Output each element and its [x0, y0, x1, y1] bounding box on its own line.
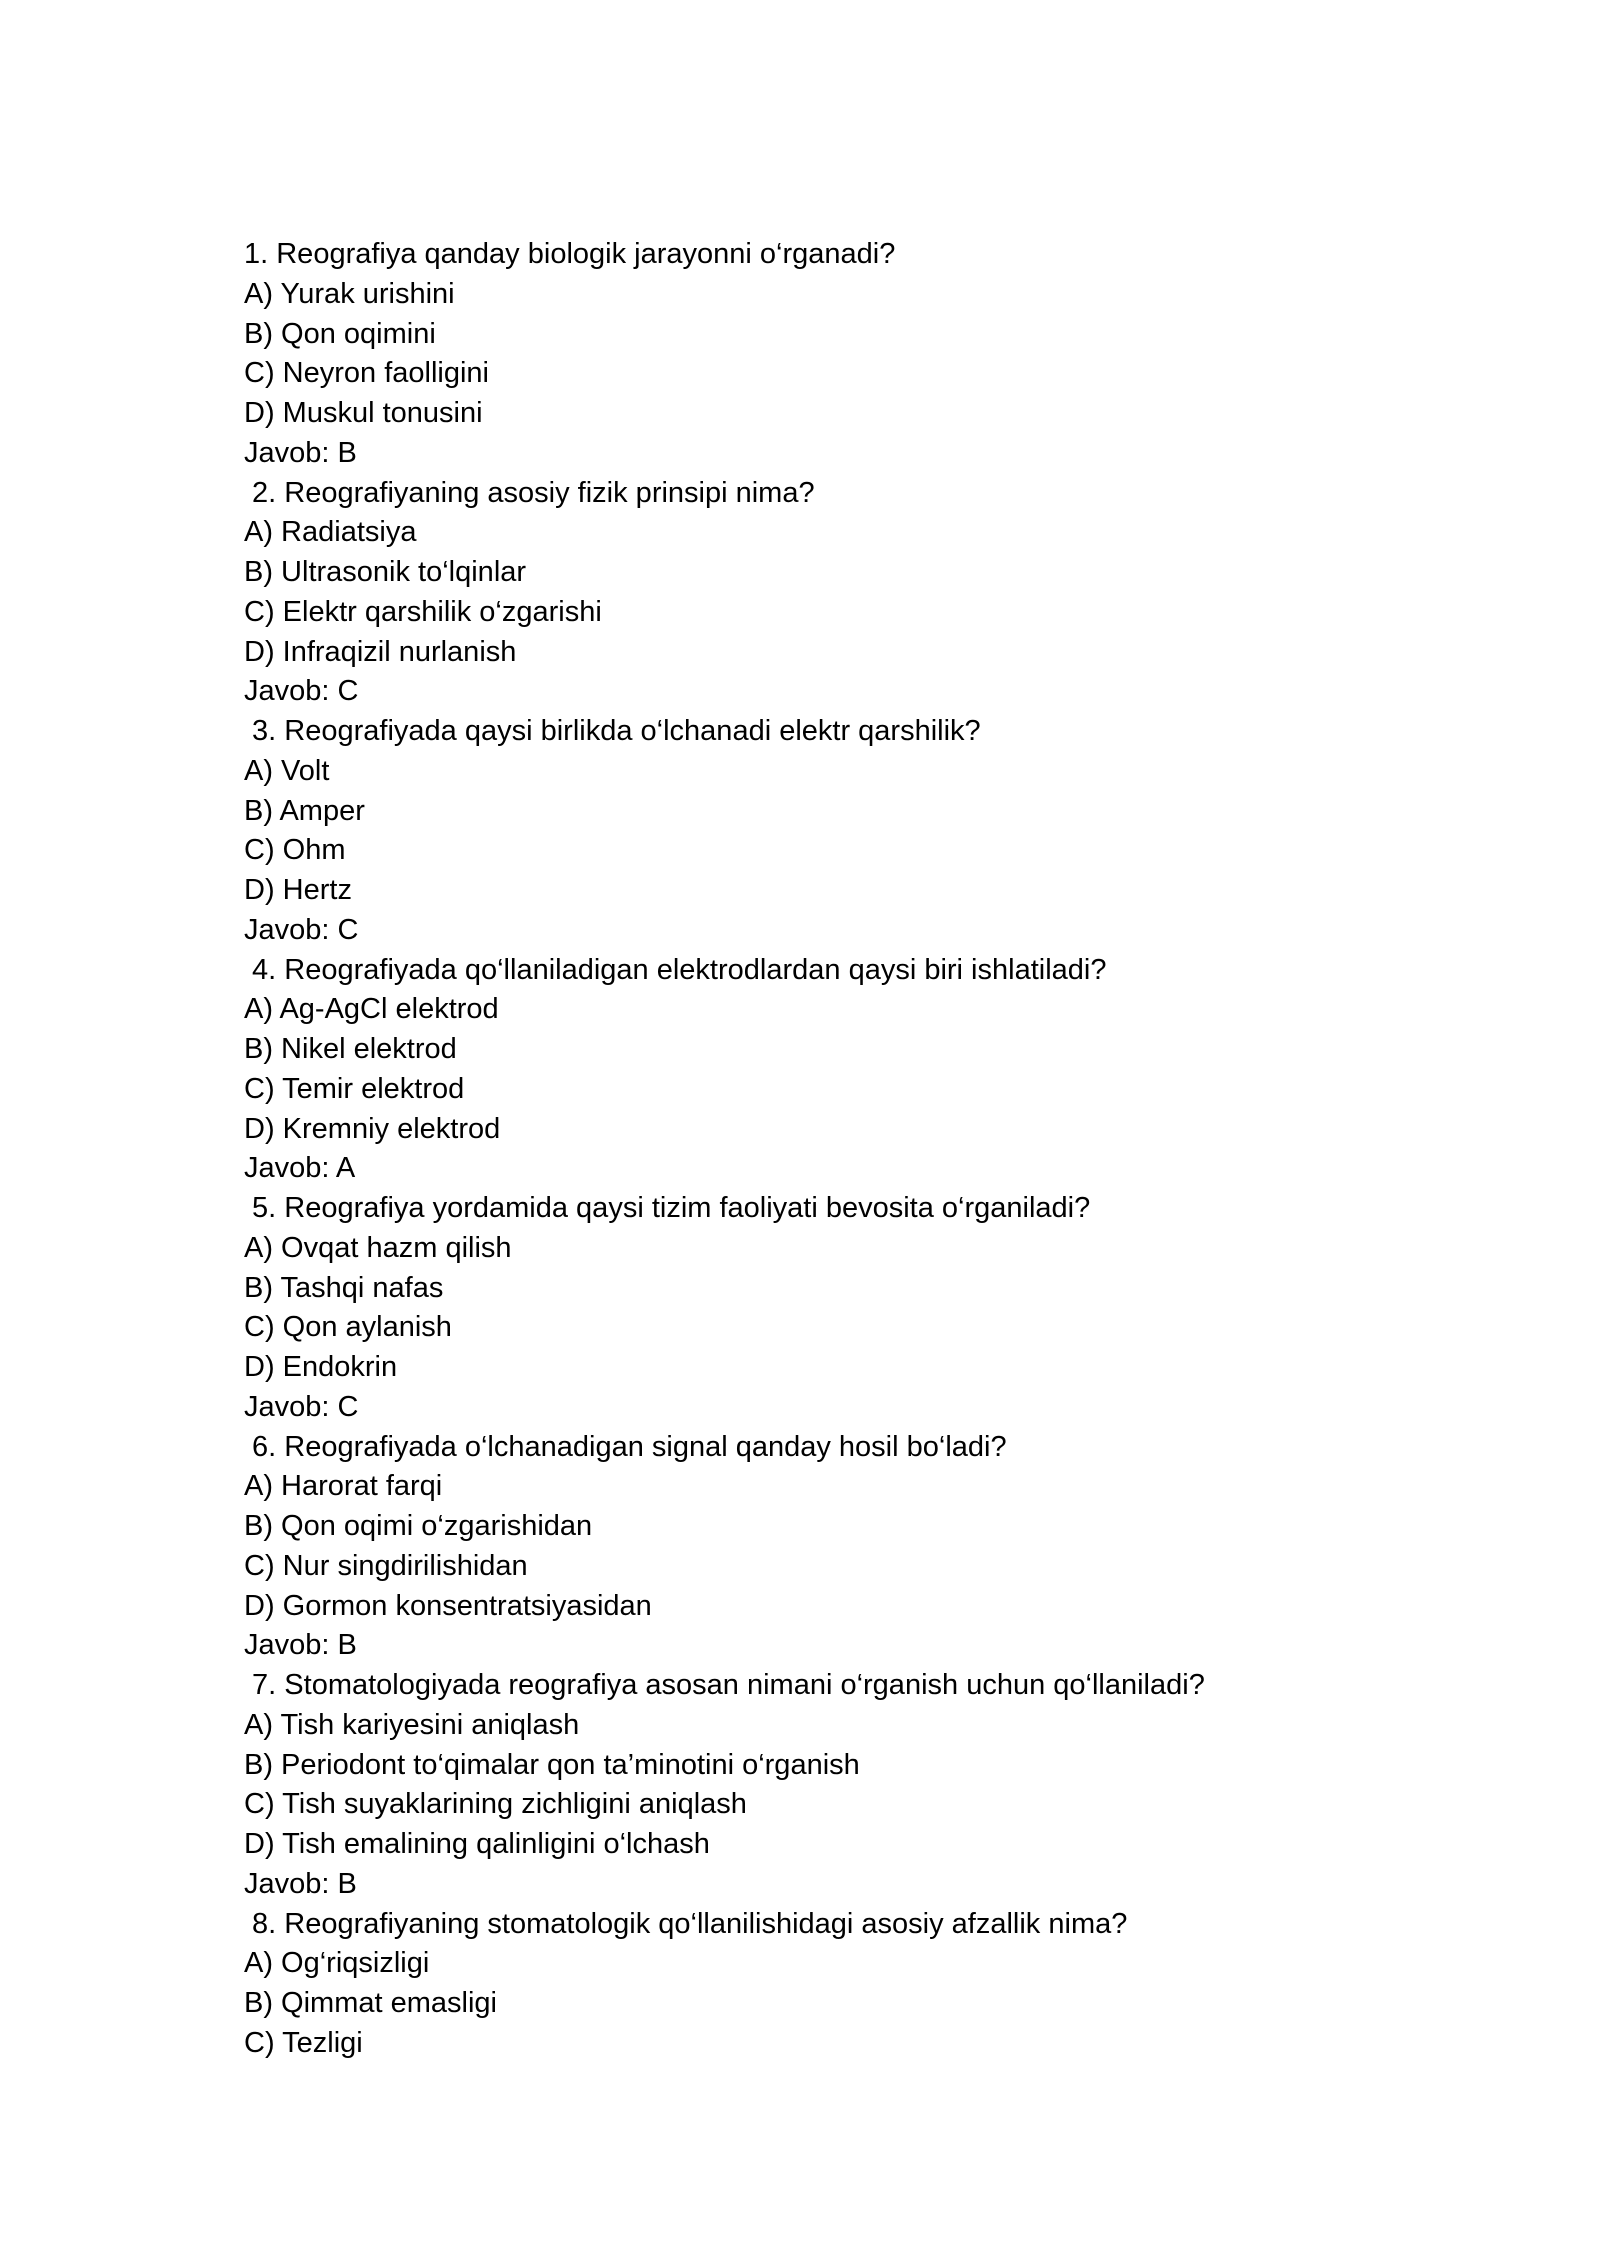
question-3: 3. Reografiyada qaysi birlikda o‘lchanadi elektr qarshilik?	[244, 715, 981, 747]
answer: Javob: C	[244, 913, 359, 946]
option-d: D) Gormon konsentratsiyasidan	[244, 1589, 652, 1622]
document-text-body	[244, 235, 1394, 2064]
option-d: D) Muskul tonusini	[244, 397, 483, 429]
option-c: C) Elektr qarshilik o‘zgarishi	[244, 595, 602, 628]
option-d: D) Endokrin	[244, 1351, 398, 1383]
option-c: C) Nur singdirilishidan	[244, 1549, 528, 1582]
option-d: D) Kremniy elektrod	[244, 1112, 501, 1145]
option-b: B) Amper	[244, 794, 365, 827]
option-a: A) Radiatsiya	[244, 516, 417, 549]
option-a: A) Og‘riqsizligi	[244, 1947, 430, 1980]
option-c: C) Temir elektrod	[244, 1072, 465, 1105]
option-c: C) Qon aylanish	[244, 1311, 452, 1344]
option-b: B) Tashqi nafas	[244, 1271, 444, 1304]
question-5: 5. Reografiya yordamida qaysi tizim faoliyati bevosita o‘rganiladi?	[244, 1192, 1091, 1224]
answer: Javob: B	[244, 1867, 357, 1900]
option-b: B) Qon oqimini	[244, 317, 436, 350]
option-a: A) Ag-AgCl elektrod	[244, 993, 499, 1026]
question-7: 7. Stomatologiyada reografiya asosan nimani o‘rganish uchun qo‘llaniladi?	[244, 1669, 1205, 1701]
option-c: C) Neyron faolligini	[244, 357, 489, 390]
question-2: 2. Reografiyaning asosiy fizik prinsipi nima?	[244, 476, 815, 509]
option-a: A) Harorat farqi	[244, 1470, 443, 1503]
answer: Javob: B	[244, 436, 357, 469]
option-d: D) Hertz	[244, 874, 352, 906]
answer: Javob: A	[244, 1152, 356, 1185]
option-a: A) Tish kariyesini aniqlash	[244, 1708, 580, 1741]
option-d: D) Infraqizil nurlanish	[244, 635, 517, 668]
option-c: C) Tish suyaklarining zichligini aniqlash	[244, 1788, 747, 1821]
question-6: 6. Reografiyada o‘lchanadigan signal qanday hosil bo‘ladi?	[244, 1430, 1007, 1463]
option-b: B) Periodont to‘qimalar qon ta’minotini o‘rganish	[244, 1748, 860, 1781]
option-a: A) Yurak urishini	[244, 277, 455, 310]
question-4: 4. Reografiyada qo‘llaniladigan elektrodlardan qaysi biri ishlatiladi?	[244, 953, 1107, 986]
answer: Javob: C	[244, 675, 359, 708]
option-d: D) Tish emalining qalinligini o‘lchash	[244, 1828, 710, 1860]
question-1: 1. Reografiya qanday biologik jarayonni o‘rganadi?	[244, 238, 896, 270]
option-b: B) Nikel elektrod	[244, 1033, 457, 1065]
option-c: C) Tezligi	[244, 2026, 363, 2059]
question-8: 8. Reografiyaning stomatologik qo‘llanilishidagi asosiy afzallik nima?	[244, 1907, 1128, 1940]
option-a: A) Ovqat hazm qilish	[244, 1231, 512, 1264]
option-c: C) Ohm	[244, 834, 346, 867]
option-b: B) Qimmat emasligi	[244, 1987, 497, 2019]
answer: Javob: B	[244, 1629, 357, 1662]
option-b: B) Qon oqimi o‘zgarishidan	[244, 1510, 593, 1542]
option-a: A) Volt	[244, 754, 330, 787]
answer: Javob: C	[244, 1390, 359, 1423]
option-b: B) Ultrasonik to‘lqinlar	[244, 556, 527, 588]
